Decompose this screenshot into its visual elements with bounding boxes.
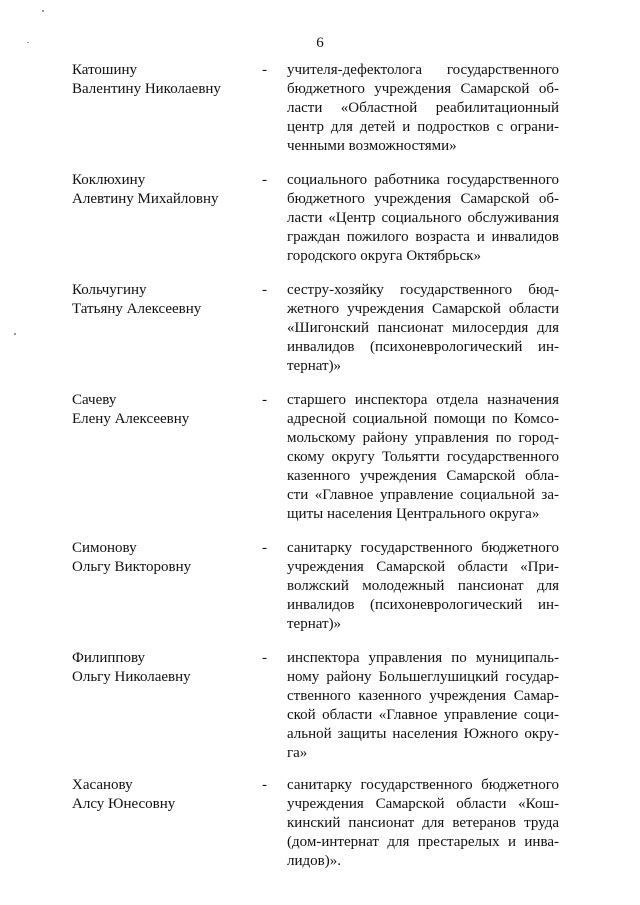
position-line: городского округа Октябрьск» xyxy=(287,248,481,264)
position-line: учреждения Самарской области «При- xyxy=(287,559,559,575)
person-name xyxy=(72,281,257,319)
position-line: социального работника государственного xyxy=(287,172,559,188)
person-name xyxy=(72,61,257,99)
position-line: казенного учреждения Самарской обла- xyxy=(287,468,559,484)
dash-separator: - xyxy=(262,540,267,556)
person-name-line: Алевтину Михайловну xyxy=(72,191,219,207)
position-line: сестру-хозяйку государственного бюд- xyxy=(287,282,559,298)
person-name-line: Симонову xyxy=(72,540,137,556)
position-line: ской области «Главное управление соци- xyxy=(287,707,559,723)
dash-separator: - xyxy=(262,392,267,408)
position-line: центр для детей и подростков с ограни- xyxy=(287,119,559,135)
person-name xyxy=(72,776,257,814)
person-name xyxy=(72,391,257,429)
scan-speck xyxy=(42,10,44,12)
person-name-line: Кольчугину xyxy=(72,282,147,298)
position-description xyxy=(287,61,559,156)
position-line: альной защиты населения Южного окру- xyxy=(287,726,559,742)
position-line: старшего инспектора отдела назначения xyxy=(287,392,559,408)
position-line: га» xyxy=(287,745,308,761)
page-number: 6 xyxy=(316,35,324,51)
position-line: бюджетного учреждения Самарской об- xyxy=(287,191,559,207)
position-description xyxy=(287,171,559,266)
position-line: граждан пожилого возраста и инвалидов xyxy=(287,229,559,245)
person-name-line: Алсу Юнесовну xyxy=(72,796,176,812)
position-line: ласти «Центр социального обслуживания xyxy=(287,210,559,226)
position-line: лидов)». xyxy=(287,853,341,869)
person-name-line: Сачеву xyxy=(72,392,117,408)
position-line: ственного казенного учреждения Самар- xyxy=(287,688,559,704)
position-line: учреждения Самарской области «Кош- xyxy=(287,796,559,812)
person-name-line: Елену Алексеевну xyxy=(72,411,190,427)
position-line: мольскому району управления по город- xyxy=(287,430,559,446)
person-name-line: Ольгу Николаевну xyxy=(72,669,191,685)
position-description xyxy=(287,391,559,524)
position-line: санитарку государственного бюджетного xyxy=(287,777,559,793)
scan-speck xyxy=(14,333,16,335)
person-name-line: Филиппову xyxy=(72,650,146,666)
position-line: жетного учреждения Самарской области xyxy=(287,301,559,317)
person-name xyxy=(72,649,257,687)
position-description xyxy=(287,281,559,376)
person-name xyxy=(72,171,257,209)
position-line: адресной социальной помощи по Комсо- xyxy=(287,411,559,427)
position-line: ласти «Областной реабилитационный xyxy=(287,100,559,116)
position-line: сти «Главное управление социальной за- xyxy=(287,487,559,503)
dash-separator: - xyxy=(262,282,267,298)
position-line: (дом-интернат для престарелых и инва- xyxy=(287,834,559,850)
position-line: кинский пансионат для ветеранов труда xyxy=(287,815,559,831)
position-description xyxy=(287,539,559,634)
person-name-line: Татьяну Алексеевну xyxy=(72,301,202,317)
position-line: ному району Большеглушицкий государ- xyxy=(287,669,559,685)
person-name-line: Коклюхину xyxy=(72,172,146,188)
position-description xyxy=(287,649,559,763)
dash-separator: - xyxy=(262,62,267,78)
position-line: тернат)» xyxy=(287,616,342,632)
position-line: щиты населения Центрального округа» xyxy=(287,506,540,522)
position-line: санитарку государственного бюджетного xyxy=(287,540,559,556)
position-line: инвалидов (психоневрологический ин- xyxy=(287,339,559,355)
position-line: учителя-дефектолога государственного xyxy=(287,62,559,78)
position-line: ченными возможностями» xyxy=(287,138,457,154)
person-name-line: Валентину Николаевну xyxy=(72,81,221,97)
position-line: бюджетного учреждения Самарской об- xyxy=(287,81,559,97)
person-name-line: Катошину xyxy=(72,62,138,78)
dash-separator: - xyxy=(262,172,267,188)
position-line: инвалидов (психоневрологический ин- xyxy=(287,597,559,613)
position-line: тернат)» xyxy=(287,358,342,374)
position-line: «Шигонский пансионат милосердия для xyxy=(287,320,559,336)
position-line: скому округу Тольятти государственного xyxy=(287,449,559,465)
position-line: волжский молодежный пансионат для xyxy=(287,578,559,594)
dash-separator: - xyxy=(262,650,267,666)
position-line: инспектора управления по муниципаль- xyxy=(287,650,559,666)
dash-separator: - xyxy=(262,777,267,793)
person-name-line: Ольгу Викторовну xyxy=(72,559,192,575)
position-description xyxy=(287,776,559,871)
person-name xyxy=(72,539,257,577)
person-name-line: Хасанову xyxy=(72,777,133,793)
